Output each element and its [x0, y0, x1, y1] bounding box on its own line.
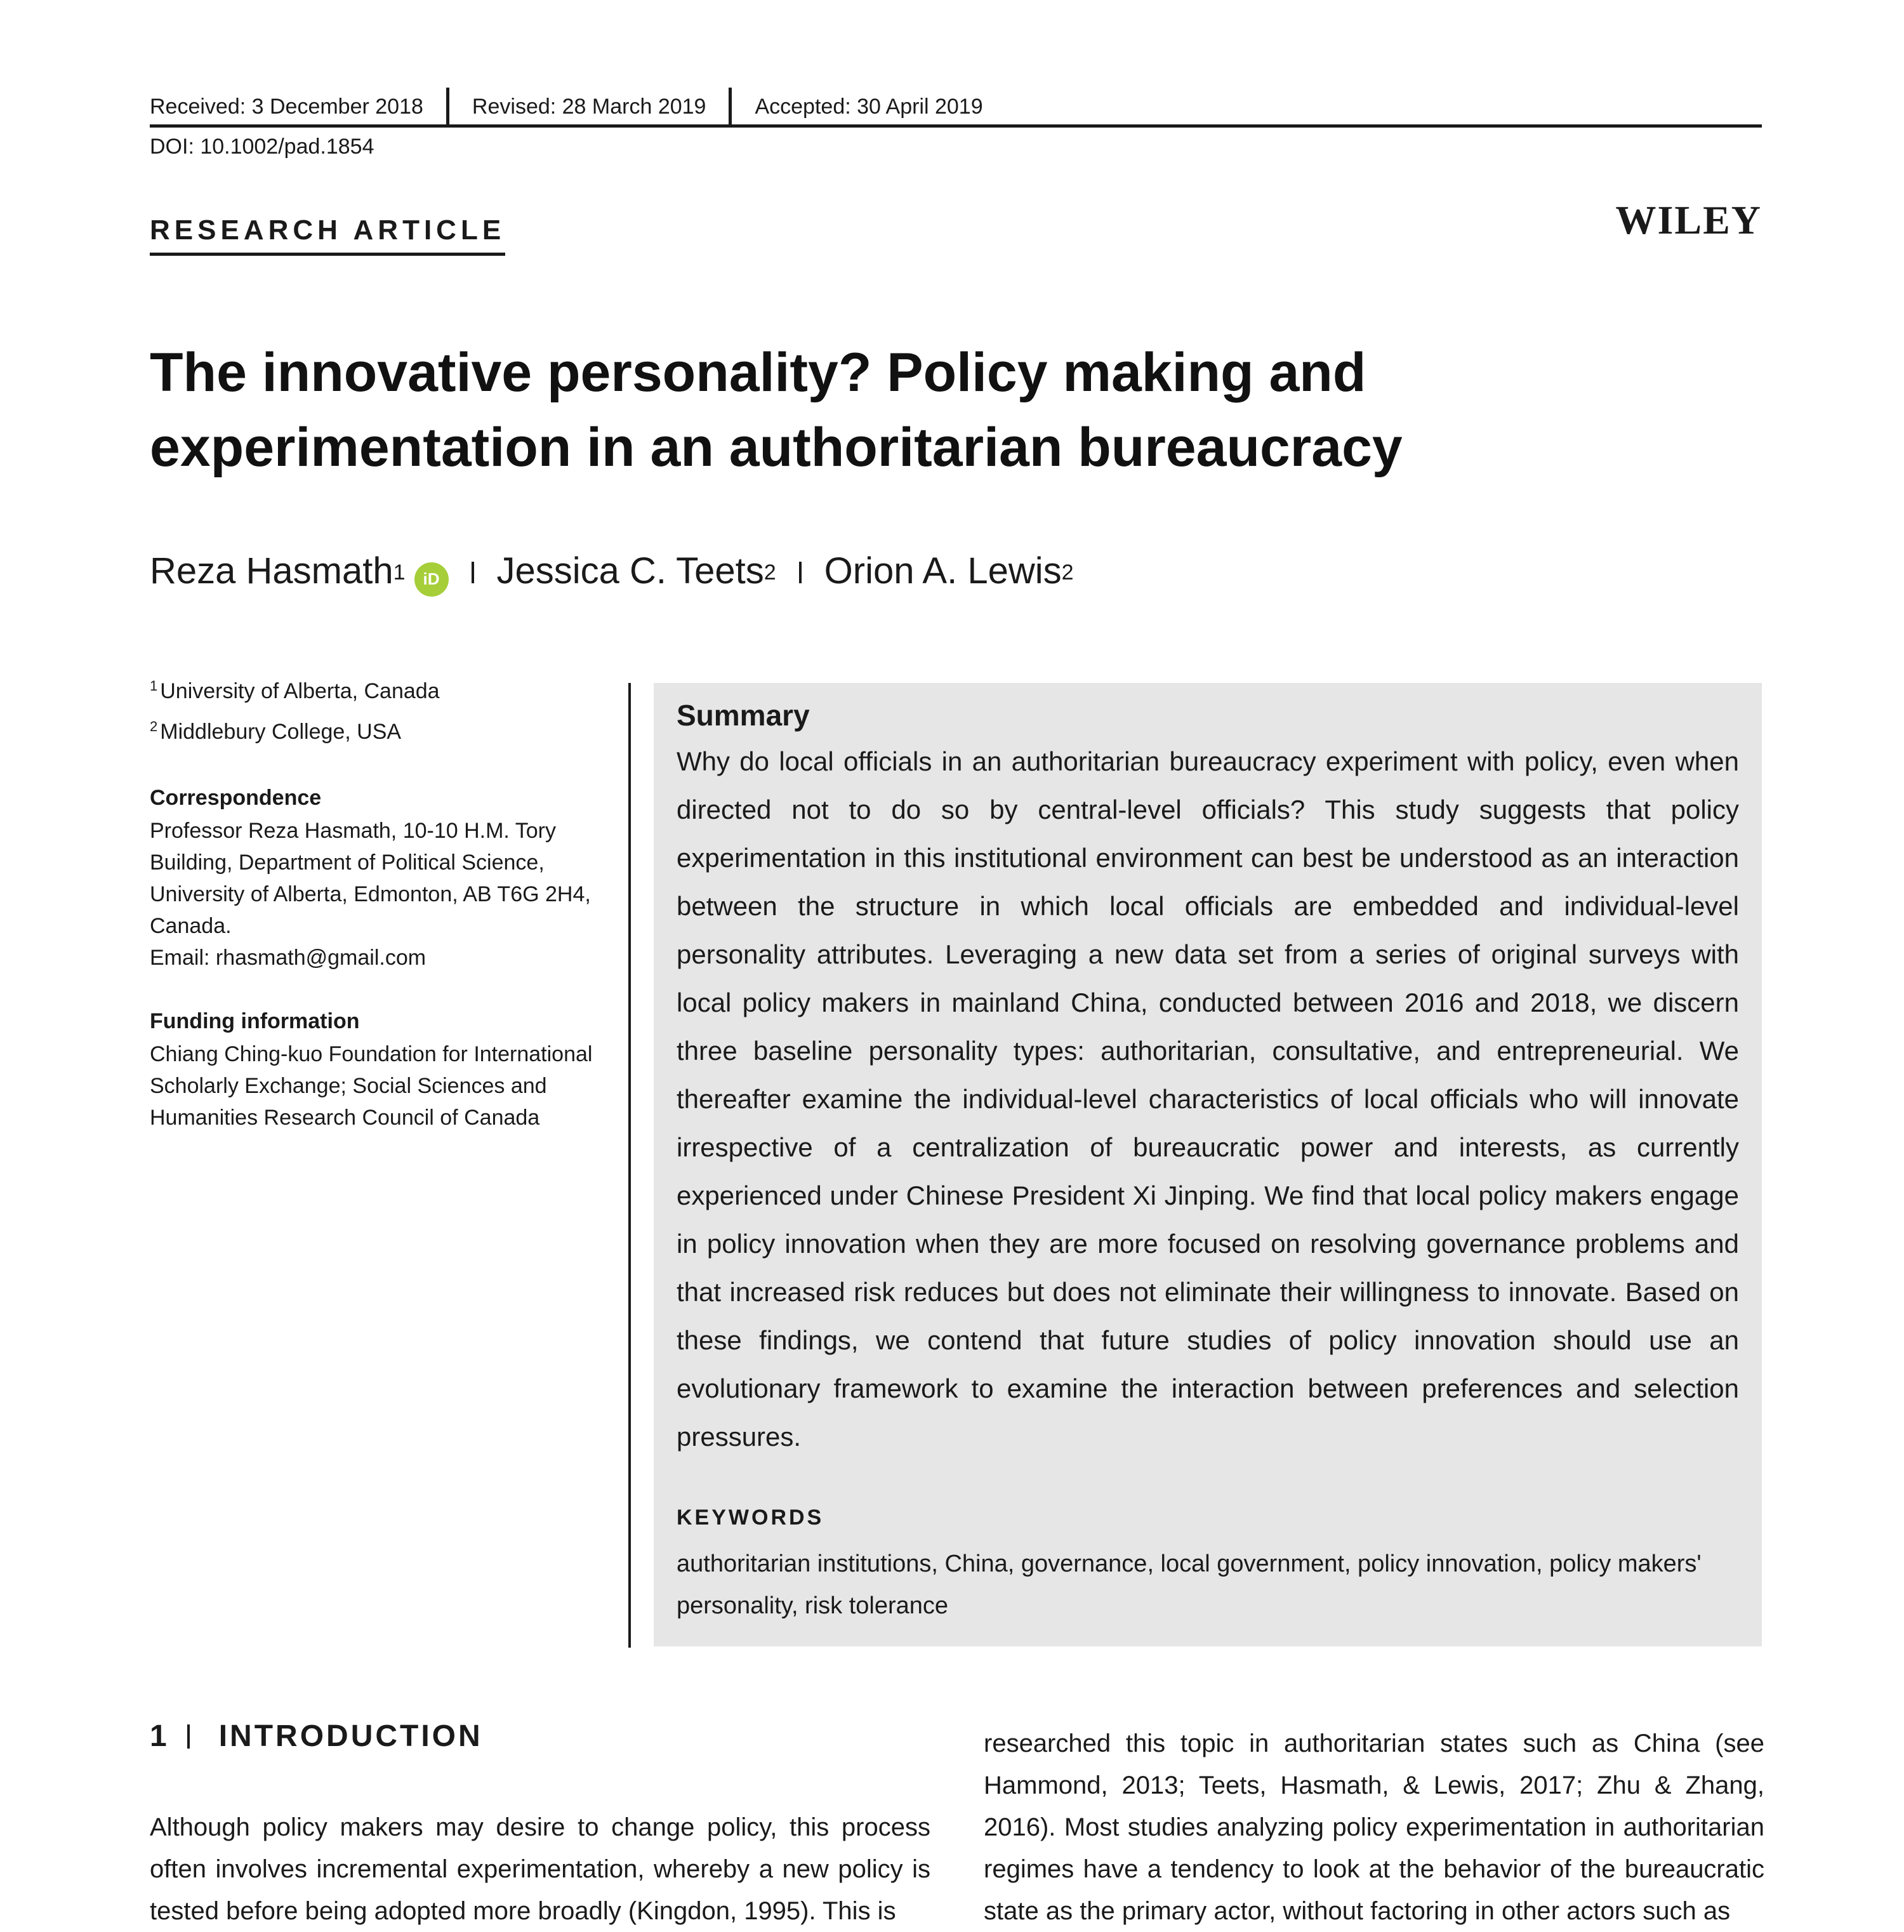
publisher-logo: WILEY — [1615, 197, 1762, 242]
affiliation — [150, 679, 440, 704]
article-title: The innovative personality? Policy making and experimentation in an authoritarian bureaucracy — [150, 342, 1403, 478]
author-name[interactable]: Jessica C. Teets — [496, 550, 764, 592]
author-name[interactable]: Orion A. Lewis — [824, 550, 1062, 592]
affiliation-text: Middlebury College, USA — [160, 720, 402, 744]
summary-text: Why do local officials in an authoritarian bureaucracy experiment with policy, even when directed not to do so by central-level officials? This study suggests that policy experimentation in this institutional environment can best be understood as an interaction between the structure in which local officials are embedded and individual-level personality attributes. Leveraging a new data set from a series of original surveys with local policy makers in mainland China, conducted between 2016 and 2018, we discern three baseline personality types: authoritarian, consultative, and entrepreneurial. We thereafter examine the individual-level characteristics of local officials who will innovate irrespective of a centralization of bureaucratic power and interests, as currently experienced under Chinese President Xi Jinping. We find that local policy makers engage in policy innovation when they are more focused on resolving governance problems and that increased risk reduces but does not eliminate their willingness to innovate. Based on these findings, we contend that future studies of policy innovation should use an evolutionary framework to examine the interaction between preferences and selection pressures. — [677, 746, 1739, 1452]
revised-date: Revised: 28 March 2019 — [472, 94, 706, 119]
funding-heading: Funding information — [150, 1009, 360, 1033]
received-date: Received: 3 December 2018 — [150, 94, 423, 119]
intro-left-column: Although policy makers may desire to change policy, this process often involves incremental experimentation, whereby a new policy is tested before being adopted more broadly (Kingdon, 1995). This is — [150, 1813, 930, 1925]
article-type-label: RESEARCH ARTICLE — [150, 215, 505, 256]
author-list: Reza Hasmath $^1$ iD Jessica C. Teets $^2$ Orion A. Lewis $^2$ — [150, 550, 1074, 595]
submission-dates — [150, 89, 1762, 128]
summary-box — [654, 683, 1762, 1646]
affiliation — [150, 720, 401, 744]
correspondence-heading: Correspondence — [150, 786, 322, 810]
funding-line: Humanities Research Council of Canada — [150, 1106, 540, 1130]
correspondence-line: Professor Reza Hasmath, 10-10 H.M. Tory — [150, 819, 556, 843]
correspondence-block — [150, 815, 632, 974]
correspondence-line: University of Alberta, Edmonton, AB T6G 2H4, — [150, 882, 591, 906]
summary-heading: Summary — [677, 699, 810, 732]
intro-right-column: researched this topic in authoritarian states such as China (see Hammond, 2013; Teets, Hasmath, & Lewis, 2017; Zhu & Zhang, 2016). Most studies analyzing policy experimentation in authoritarian regimes have a tendency to look at the behavior of the bureaucratic state as the primary actor, without factoring in other actors such as — [984, 1730, 1764, 1925]
orcid-icon[interactable]: iD — [414, 562, 449, 597]
author-name[interactable]: Reza Hasmath — [150, 550, 393, 592]
author-divider — [799, 562, 802, 583]
correspondence-email[interactable]: Email: rhasmath@gmail.com — [150, 946, 426, 970]
section-number: 1 — [150, 1719, 169, 1753]
correspondence-line: Building, Department of Political Science, — [150, 850, 545, 875]
doi[interactable]: DOI: 10.1002/pad.1854 — [150, 135, 374, 159]
funding-line: Scholarly Exchange; Social Sciences and — [150, 1074, 547, 1098]
accepted-date: Accepted: 30 April 2019 — [755, 94, 983, 119]
funding-line: Chiang Ching-kuo Foundation for International — [150, 1042, 593, 1066]
affiliation-marker: 2 — [150, 718, 158, 734]
author-divider — [472, 562, 474, 583]
column-divider — [628, 683, 631, 1648]
keywords-heading: KEYWORDS — [677, 1505, 824, 1530]
section-heading — [150, 1719, 483, 1754]
funding-block — [150, 1038, 632, 1134]
correspondence-line: Canada. — [150, 914, 232, 938]
affiliation-marker: 1 — [150, 677, 158, 694]
section-divider — [187, 1724, 190, 1749]
section-title: INTRODUCTION — [218, 1719, 483, 1753]
keywords-list: authoritarian institutions, China, governance, local government, policy innovation, policy makers' personality, risk tolerance — [677, 1551, 1702, 1619]
affiliation-text: University of Alberta, Canada — [160, 679, 440, 703]
